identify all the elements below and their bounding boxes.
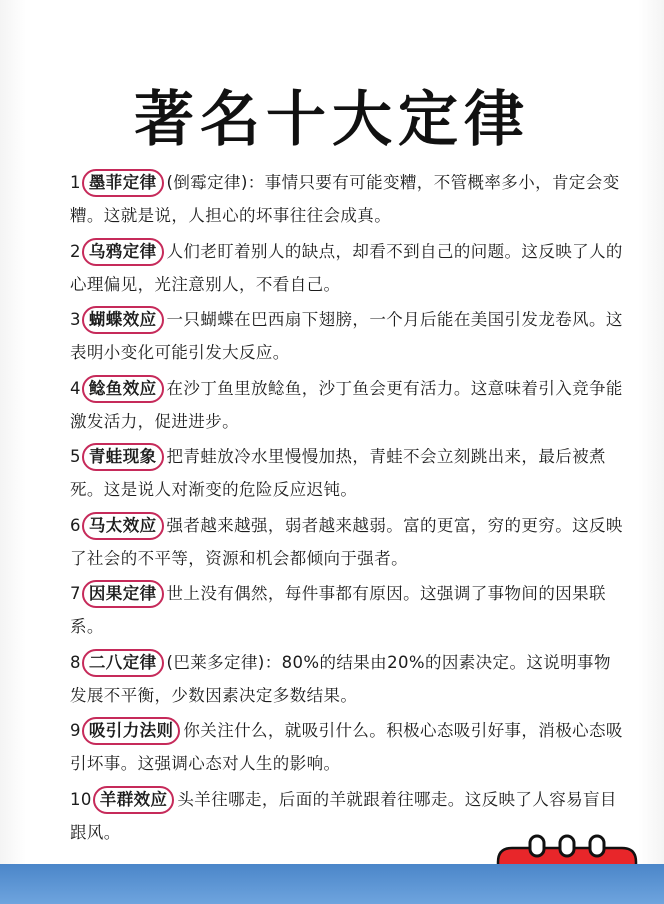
- laws-list: [70, 166, 626, 851]
- law-text: 把青蛙放冷水里慢慢加热，青蛙不会立刻跳出来，最后被煮死。这是说人对渐变的危险反应迟钝。: [70, 447, 606, 499]
- law-number: 8: [70, 652, 81, 672]
- law-item: [70, 166, 626, 235]
- law-number: 2: [70, 241, 81, 261]
- law-number: 1: [70, 173, 81, 192]
- law-term: 鲶鱼效应: [82, 375, 164, 403]
- law-item: [70, 372, 626, 441]
- page-title: 著名十大定律: [134, 85, 530, 155]
- law-number: 9: [70, 721, 81, 740]
- law-text: 你关注什么，就吸引什么。积极心态吸引好事，消极心态吸引坏事。这强调心态对人生的影响。: [70, 721, 623, 773]
- law-number: 6: [70, 515, 81, 535]
- law-term: 二八定律: [82, 649, 164, 677]
- law-term: 因果定律: [82, 580, 164, 608]
- law-term: 墨菲定律: [82, 169, 164, 197]
- law-item: [70, 714, 626, 783]
- law-number: 4: [70, 378, 81, 398]
- law-text: 头羊往哪走，后面的羊就跟着往哪走。这反映了人容易盲目跟风。: [70, 789, 617, 842]
- bottom-background-band: [0, 864, 664, 904]
- law-term: 蝴蝶效应: [82, 306, 164, 334]
- law-text: (倒霉定律)：事情只要有可能变糟，不管概率多小，肯定会变糟。这就是说，人担心的坏事往往会成真。: [70, 173, 620, 225]
- law-item: [70, 303, 626, 372]
- law-text: (巴莱多定律)：80%的结果由20%的因素决定。这说明事物发展不平衡，少数因素决定多数结果。: [70, 652, 611, 705]
- law-text: 强者越来越强，弱者越来越弱。富的更富，穷的更穷。这反映了社会的不平等，资源和机会都倾向于强者。: [70, 515, 623, 568]
- law-text: 一只蝴蝶在巴西扇下翅膀，一个月后能在美国引发龙卷风。这表明小变化可能引发大反应。: [70, 310, 623, 362]
- law-number: 7: [70, 584, 81, 603]
- law-item: [70, 509, 626, 578]
- law-text: 世上没有偶然，每件事都有原因。这强调了事物间的因果联系。: [70, 584, 606, 636]
- law-term: 马太效应: [82, 512, 164, 540]
- law-number: 10: [70, 789, 92, 809]
- law-text: 在沙丁鱼里放鲶鱼，沙丁鱼会更有活力。这意味着引入竞争能激发活力，促进进步。: [70, 378, 623, 431]
- law-number: 5: [70, 447, 81, 466]
- law-number: 3: [70, 310, 81, 329]
- law-term: 吸引力法则: [82, 717, 181, 745]
- law-text: 人们老盯着别人的缺点，却看不到自己的问题。这反映了人的心理偏见，光注意别人，不看自己。: [70, 241, 623, 294]
- law-item: [70, 646, 626, 715]
- law-item: [70, 235, 626, 304]
- law-term: 乌鸦定律: [82, 238, 164, 266]
- law-term: 青蛙现象: [82, 443, 164, 471]
- law-term: 羊群效应: [93, 786, 175, 814]
- law-item: [70, 577, 626, 646]
- law-item: [70, 440, 626, 509]
